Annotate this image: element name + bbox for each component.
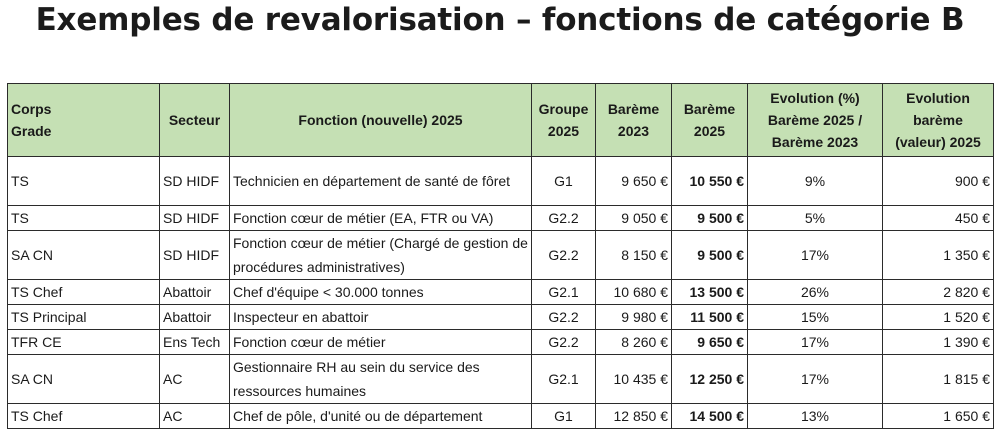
cell-evolution-pct: 17% [748, 330, 883, 355]
cell-secteur: Abattoir [160, 305, 230, 330]
table-row [8, 280, 994, 305]
cell-bareme-2025: 13 500 € [672, 280, 748, 305]
cell-fonction: Gestionnaire RH au sein du service des ressources humaines [230, 355, 532, 404]
table-row [8, 206, 994, 231]
cell-evolution-valeur: 2 820 € [883, 280, 994, 305]
header-corps-label: Corps [11, 101, 52, 117]
page-title: Exemples de revalorisation – fonctions de catégorie B [35, 2, 965, 38]
table-header-row [8, 84, 994, 157]
cell-fonction: Technicien en département de santé de fôret [230, 157, 532, 206]
header-evolution-valeur-line1: Evolution [906, 90, 970, 106]
header-corps-grade [8, 84, 160, 157]
cell-fonction: Fonction cœur de métier (EA, FTR ou VA) [230, 206, 532, 231]
cell-groupe: G2.1 [532, 355, 596, 404]
header-evolution-pct-line2: Barème 2025 / [767, 112, 863, 128]
header-bareme-2025-line2: 2025 [693, 123, 726, 139]
cell-evolution-valeur: 1 815 € [883, 355, 994, 404]
header-evolution-pct-line1: Evolution (%) [770, 90, 860, 106]
cell-evolution-pct: 5% [748, 206, 883, 231]
table-row [8, 355, 994, 404]
table-row [8, 330, 994, 355]
cell-evolution-valeur: 1 350 € [883, 231, 994, 280]
cell-evolution-pct: 13% [748, 404, 883, 429]
cell-groupe: G2.2 [532, 231, 596, 280]
header-evolution-valeur [883, 84, 994, 157]
header-fonction: Fonction (nouvelle) 2025 [230, 84, 532, 157]
cell-groupe: G2.2 [532, 330, 596, 355]
cell-bareme-2025: 9 500 € [672, 206, 748, 231]
cell-bareme-2023: 12 850 € [596, 404, 672, 429]
cell-corps: TS Chef [8, 280, 160, 305]
cell-secteur: AC [160, 355, 230, 404]
cell-bareme-2023: 8 150 € [596, 231, 672, 280]
cell-bareme-2025: 10 550 € [672, 157, 748, 206]
cell-bareme-2023: 10 435 € [596, 355, 672, 404]
cell-evolution-pct: 26% [748, 280, 883, 305]
header-groupe-line1: Groupe [538, 101, 589, 117]
cell-corps: SA CN [8, 355, 160, 404]
cell-evolution-valeur: 1 650 € [883, 404, 994, 429]
header-secteur: Secteur [160, 84, 230, 157]
cell-groupe: G1 [532, 157, 596, 206]
cell-bareme-2025: 14 500 € [672, 404, 748, 429]
header-bareme-2023 [596, 84, 672, 157]
cell-corps: TS Chef [8, 404, 160, 429]
cell-bareme-2023: 8 260 € [596, 330, 672, 355]
cell-evolution-valeur: 1 390 € [883, 330, 994, 355]
cell-secteur: AC [160, 404, 230, 429]
cell-corps: TFR CE [8, 330, 160, 355]
cell-fonction: Fonction cœur de métier (Chargé de gestion de procédures administratives) [230, 231, 532, 280]
cell-secteur: SD HIDF [160, 157, 230, 206]
cell-bareme-2023: 9 650 € [596, 157, 672, 206]
cell-corps: TS [8, 206, 160, 231]
cell-corps: TS [8, 157, 160, 206]
header-bareme-2025-line1: Barème [683, 101, 736, 117]
table-row [8, 404, 994, 429]
header-evolution-valeur-line2: barème [913, 112, 963, 128]
table-row [8, 231, 994, 280]
header-bareme-2023-line1: Barème [607, 101, 660, 117]
header-groupe-line2: 2025 [547, 123, 580, 139]
header-evolution-valeur-line3: (valeur) 2025 [895, 134, 981, 150]
cell-secteur: Ens Tech [160, 330, 230, 355]
cell-evolution-pct: 17% [748, 355, 883, 404]
cell-fonction: Chef de pôle, d'unité ou de département [230, 404, 532, 429]
cell-evolution-pct: 17% [748, 231, 883, 280]
header-bareme-2025 [672, 84, 748, 157]
revalorisation-table [7, 83, 994, 429]
cell-corps: SA CN [8, 231, 160, 280]
cell-bareme-2025: 12 250 € [672, 355, 748, 404]
cell-groupe: G2.2 [532, 206, 596, 231]
cell-corps: TS Principal [8, 305, 160, 330]
cell-fonction: Inspecteur en abattoir [230, 305, 532, 330]
cell-evolution-pct: 15% [748, 305, 883, 330]
cell-evolution-pct: 9% [748, 157, 883, 206]
cell-bareme-2025: 9 650 € [672, 330, 748, 355]
cell-fonction: Fonction cœur de métier [230, 330, 532, 355]
cell-bareme-2025: 11 500 € [672, 305, 748, 330]
cell-secteur: SD HIDF [160, 231, 230, 280]
cell-bareme-2025: 9 500 € [672, 231, 748, 280]
cell-groupe: G2.2 [532, 305, 596, 330]
header-evolution-pct [748, 84, 883, 157]
header-bareme-2023-line2: 2023 [617, 123, 650, 139]
cell-evolution-valeur: 900 € [883, 157, 994, 206]
cell-evolution-valeur: 1 520 € [883, 305, 994, 330]
cell-fonction: Chef d'équipe < 30.000 tonnes [230, 280, 532, 305]
table-row [8, 157, 994, 206]
cell-secteur: Abattoir [160, 280, 230, 305]
cell-bareme-2023: 10 680 € [596, 280, 672, 305]
header-evolution-pct-line3: Barème 2023 [771, 134, 859, 150]
cell-groupe: G1 [532, 404, 596, 429]
header-groupe [532, 84, 596, 157]
cell-bareme-2023: 9 050 € [596, 206, 672, 231]
cell-evolution-valeur: 450 € [883, 206, 994, 231]
table-row [8, 305, 994, 330]
cell-secteur: SD HIDF [160, 206, 230, 231]
header-grade-label: Grade [11, 123, 52, 139]
cell-groupe: G2.1 [532, 280, 596, 305]
cell-bareme-2023: 9 980 € [596, 305, 672, 330]
